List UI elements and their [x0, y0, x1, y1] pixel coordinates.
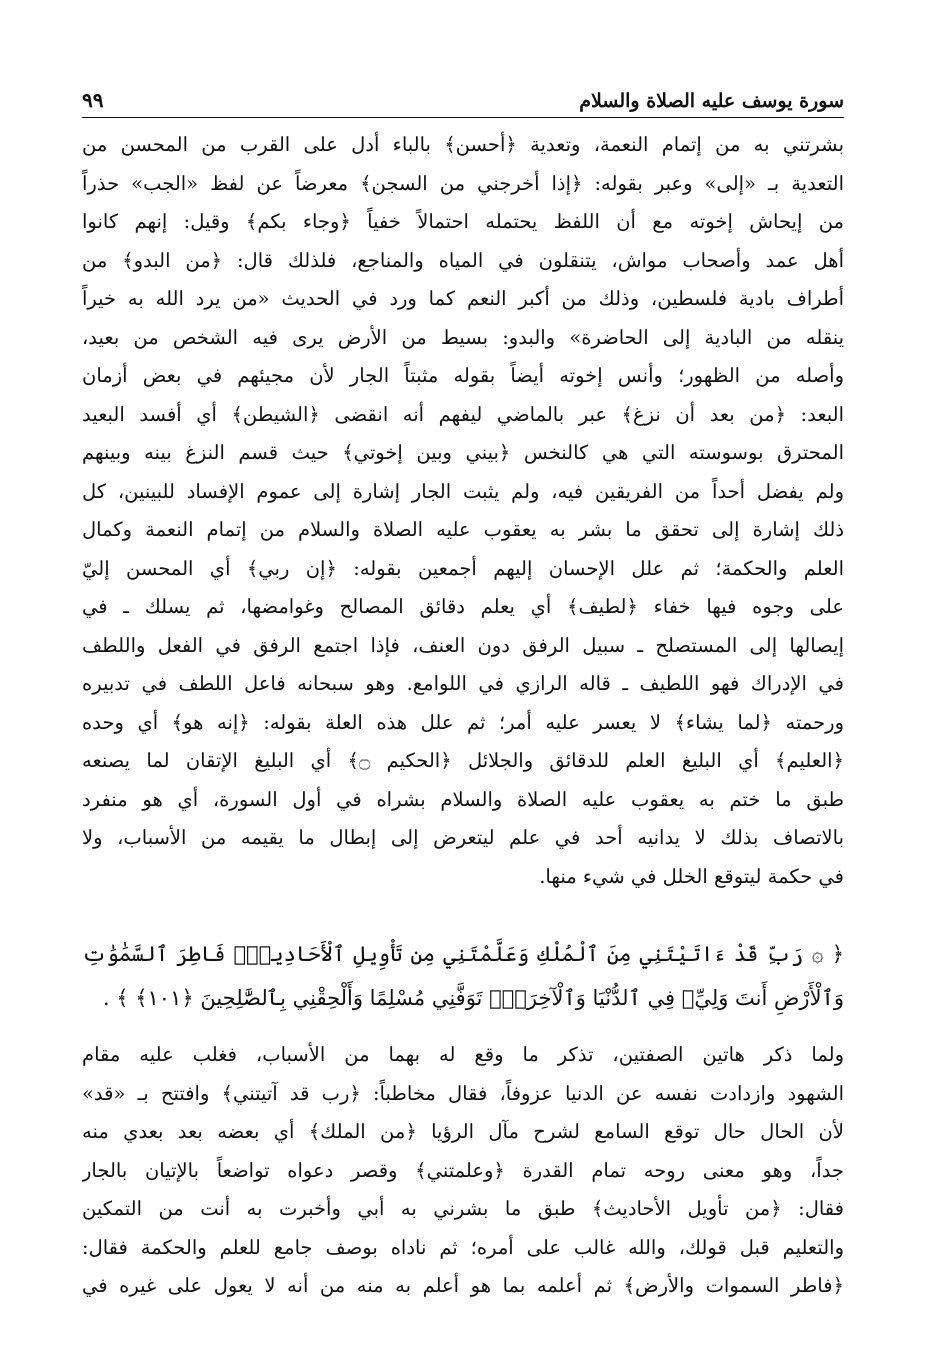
text-line: المحترق بوسوسته التي هي كالنخس ﴿بيني وبين إخوتي﴾ حيث قسم النزغ بينه وبينهم: [82, 441, 844, 464]
text-line: بشرتني به من إتمام النعمة، وتعدية ﴿أحسن﴾ بالباء أدل على القرب من المحسن من: [82, 133, 844, 156]
text-line: في الإدراك فهو اللطيف ـ قاله الرازي في اللوامع. وهو سبحانه فاعل اللطف في تدبيره: [82, 672, 844, 695]
verse-line: وَٱلْأَرْضِ أَنتَ وَلِيِّۦ فِي ٱلدُّنْيَا وَٱلْآخِرَةِۖ تَوَفَّنِي مُسْلِمًا وَأَلْحِقْنِي بِٱلصَّٰلِحِينَ ﴿١٠١﴾ ﴾ .: [102, 986, 844, 1010]
text-line: بالاتصاف بذلك لا يدانيه أحد في علم ليتعرض إلى إبطال ما يقيمه من الأسباب، ولا: [82, 826, 844, 849]
text-line: ينقله من البادية إلى الحاضرة» والبدو: بسيط من الأرض يرى فيه الشخص من بعيد،: [82, 325, 844, 349]
text-line: العلم والحكمة؛ ثم علل الإحسان إليهم أجمعين بقوله: ﴿إن ربي﴾ أي المحسن إليّ: [82, 556, 844, 580]
commentary-paragraph-2: [82, 1036, 844, 1306]
text-line: جداً، وهو معنى روحه تمام القدرة ﴿وعلمتني﴾ وقصر دعواه تواضعاً بالإتيان بالجار: [82, 1158, 844, 1182]
text-line: فقال: ﴿من تأويل الأحاديث﴾ طبق ما بشرني به أبي وأخبرت به أنت من التمكين: [82, 1197, 844, 1220]
running-title: سورة يوسف عليه الصلاة والسلام: [579, 90, 844, 112]
text-line: ﴿فاطر السموات والأرض﴾ ثم أعلمه بما هو أعلم به منه من أنه لا يعول على غيره في: [82, 1274, 844, 1297]
text-line: الشهود وازدادت نفسه عن الدنيا عزوفاً، فقال مخاطباً: ﴿رب قد آتيتني﴾ وافتتح بـ «قد»: [82, 1081, 844, 1105]
text-line: من إيحاش إخوته مع أن اللفظ يحتمله احتمالاً خفياً ﴿وجاء بكم﴾ وقيل: إنهم كانوا: [82, 210, 844, 233]
text-line: ورحمته ﴿لما يشاء﴾ لا يعسر عليه أمر؛ ثم علل هذه العلة بقوله: ﴿إنه هو﴾ أي وحده: [82, 710, 844, 734]
text-line: طبق ما ختم به يعقوب عليه الصلاة والسلام بشراه في أول السورة، أي هو منفرد: [82, 787, 844, 811]
text-line: وأصله من الظهور؛ وأنس إخوته أيضاً بقوله مثبتاً الجار لأن مجيئهم في بعض أزمان: [82, 364, 844, 387]
text-line: إيصالها إلى المستصلح ـ سبيل الرفق دون العنف، فإذا اجتمع الرفق في الفعل واللطف: [82, 633, 844, 657]
text-line: ولما ذكر هاتين الصفتين، تذكر ما وقع له بهما من الأسباب، فغلب عليه مقام: [82, 1043, 844, 1066]
commentary-paragraph-1: [82, 126, 844, 896]
text-line: التعدية بـ «إلى» وعبر بقوله: ﴿إذا أخرجني من السجن﴾ معرضاً عن لفظ «الجب» حذراً: [82, 171, 844, 195]
text-line: والتعليم قبل قولك، والله غالب على أمره؛ ثم ناداه بوصف جامع للعلم والحكمة فقال:: [82, 1235, 844, 1259]
text-line: أطراف بادية فلسطين، وذلك من أكبر النعم كما ورد في الحديث «من يرد الله به خيراً: [82, 287, 844, 310]
header-divider: [82, 117, 844, 118]
text-line: البعد: ﴿من بعد أن نزغ﴾ عبر بالماضي ليفهم أنه انقضى ﴿الشيطن﴾ أي أفسد البعيد: [82, 402, 844, 426]
text-line: أهل عمد وأصحاب مواش، يتنقلون في المياه والمناجع، فلذلك قال: ﴿من البدو﴾ من: [82, 248, 844, 272]
verse-line: ﴿ ۞ رَبِّ قَدْ ءَاتَيْتَنِي مِنَ ٱلْمُلْكِ وَعَلَّمْتَنِي مِن تَأْوِيلِ ٱلْأَحَادِيثِۚ فَاطِرَ ٱلسَّمَٰوَٰتِ: [82, 942, 844, 966]
text-line: ذلك إشارة إلى تحقق ما بشر به يعقوب عليه الصلاة والسلام من إتمام النعمة وكمال: [82, 518, 844, 541]
quran-verse: [82, 932, 844, 1020]
text-line: ولم يفضل أحداً من الفريقين فيه، ولم يثبت الجار إشارة إلى عموم الإفساد للبينين، كل: [82, 479, 844, 503]
text-line: في حكمة ليتوقع الخلل في شيء منها.: [539, 864, 844, 888]
text-line: ﴿العليم﴾ أي البليغ العلم للدقائق والجلائل ﴿الحكيم ۝﴾ أي البليغ الإتقان لما يصنعه: [82, 749, 844, 772]
text-line: لأن الحال حال توقع السامع لشرح مآل الرؤيا ﴿من الملك﴾ أي بعضه بعد بعدي منه: [82, 1120, 844, 1143]
page-header: [82, 82, 844, 112]
text-line: على وجوه فيها خفاء ﴿لطيف﴾ أي يعلم دقائق المصالح وغوامضها، ثم يسلك ـ في: [82, 595, 844, 618]
page-number: ٩٩: [82, 88, 104, 112]
